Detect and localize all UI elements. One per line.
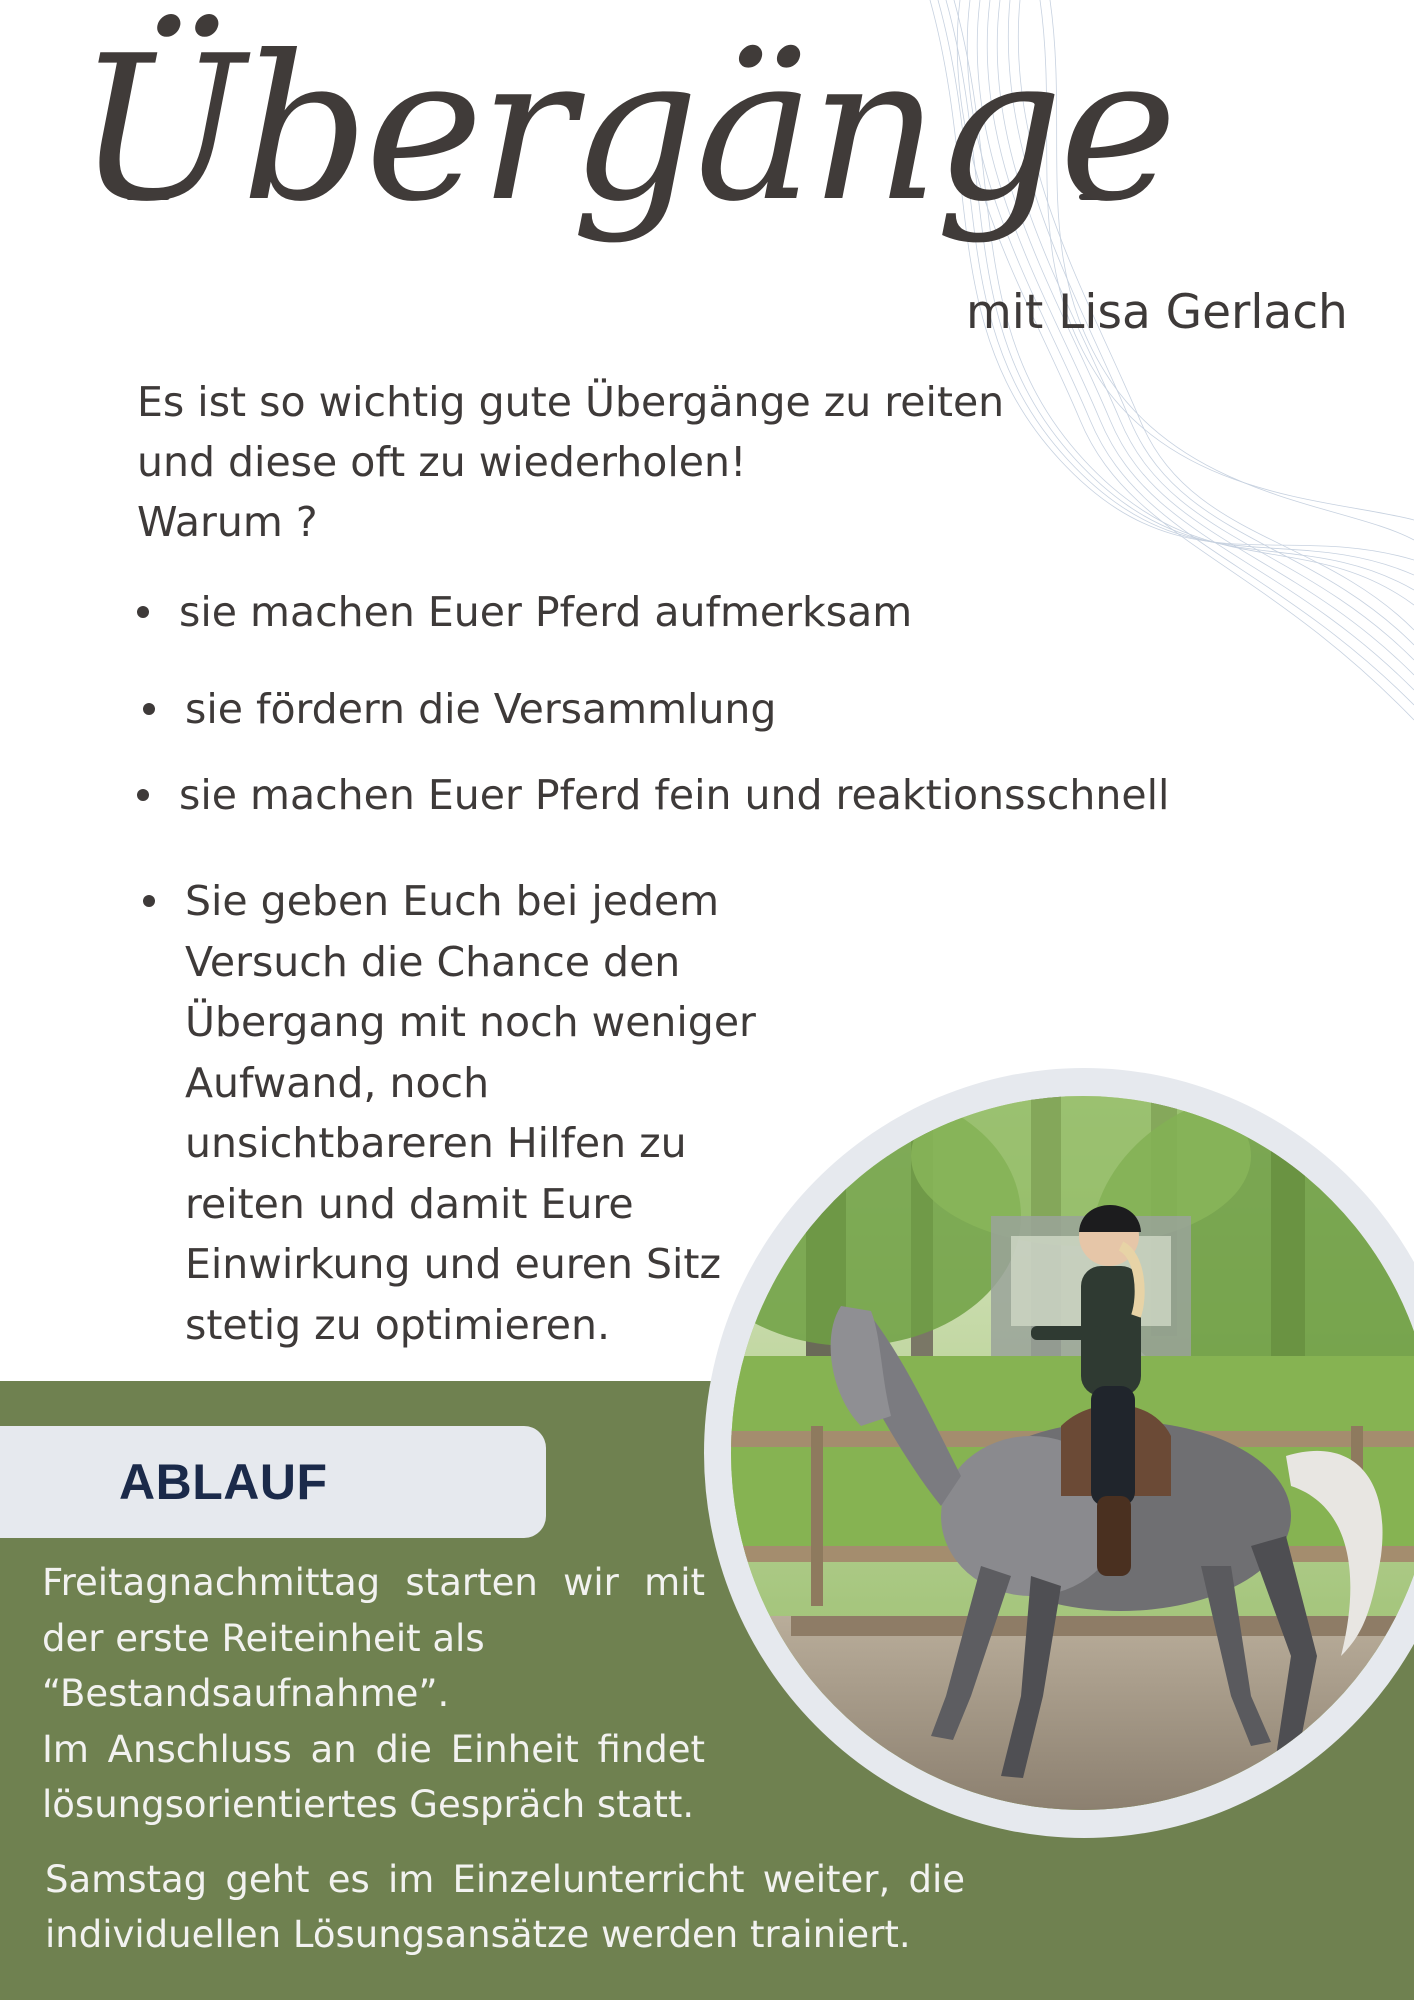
- bullet-dot-icon: [137, 789, 149, 801]
- intro-line: Es ist so wichtig gute Übergänge zu reiten: [137, 378, 1005, 426]
- bullet-line: Aufwand, noch: [185, 1058, 490, 1107]
- benefit-bullet: [179, 582, 912, 642]
- ablauf-paragraph-friday: [42, 1555, 705, 1833]
- ablauf-paragraph-saturday: [45, 1852, 965, 1962]
- bullet-line: Versuch die Chance den: [185, 937, 681, 986]
- intro-line: und diese oft zu wiederholen!: [137, 438, 747, 486]
- benefit-bullet-long: [185, 871, 756, 1355]
- intro-text: [137, 372, 1057, 552]
- bullet-line: stetig zu optimieren.: [185, 1300, 611, 1349]
- bullet-dot-icon: [137, 606, 149, 618]
- intro-line: Warum ?: [137, 498, 318, 546]
- ablauf-line: individuellen Lösungsansätze werden trainiert.: [45, 1913, 911, 1956]
- benefit-bullet: [185, 679, 776, 739]
- bullet-dot-icon: [143, 703, 155, 715]
- rider-on-grey-horse-photo-icon: [731, 1096, 1414, 1810]
- bullet-line: reiten und damit Eure: [185, 1179, 634, 1228]
- bullet-line: Übergang mit noch weniger: [185, 998, 756, 1046]
- bullet-text: sie machen Euer Pferd aufmerksam: [179, 588, 913, 636]
- ablauf-heading: ABLAUF: [119, 1454, 328, 1510]
- ablauf-line: der erste Reiteinheit als: [42, 1616, 485, 1660]
- bullet-dot-icon: [143, 895, 155, 907]
- bullet-line: unsichtbareren Hilfen zu: [185, 1119, 687, 1167]
- page-subtitle: mit Lisa Gerlach: [966, 285, 1348, 340]
- bullet-text: sie fördern die Versammlung: [185, 685, 777, 733]
- bullet-line: Sie geben Euch bei jedem: [185, 877, 720, 925]
- ablauf-line: Freitagnachmittag starten wir mit: [42, 1561, 705, 1604]
- bullet-line: Einwirkung und euren Sitz: [185, 1240, 722, 1288]
- ablauf-line: Im Anschluss an die Einheit findet: [42, 1727, 705, 1771]
- ablauf-line: lösungsorientiertes Gespräch statt.: [42, 1783, 695, 1826]
- bullet-text: sie machen Euer Pferd fein und reaktionsschnell: [179, 771, 1170, 819]
- ablauf-line: Samstag geht es im Einzelunterricht weiter, die: [45, 1858, 965, 1901]
- page-title: Übergänge: [76, 13, 1174, 246]
- ablauf-line: “Bestandsaufnahme”.: [42, 1672, 450, 1715]
- benefit-bullet: [179, 765, 1169, 825]
- rider-photo: [731, 1096, 1414, 1810]
